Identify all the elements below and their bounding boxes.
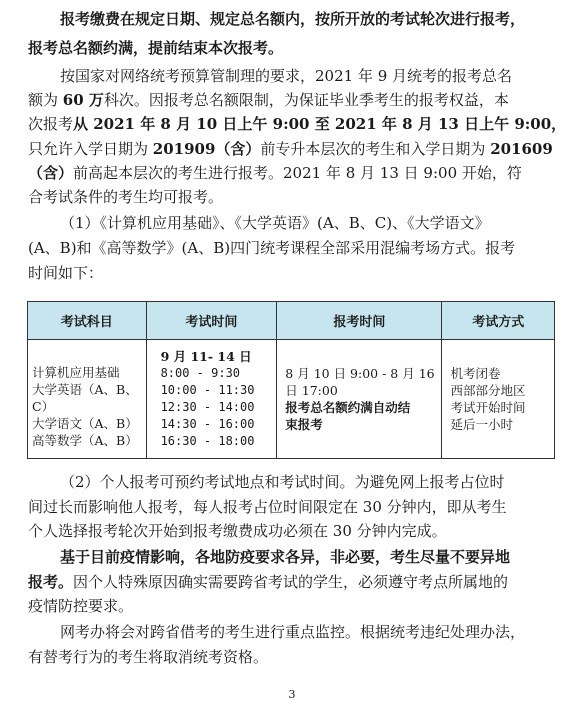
- subject-item: 高等数学（A、B）: [32, 432, 138, 448]
- exam-slot: 8:00 - 9:30: [160, 366, 241, 380]
- reg-time-line: 8 月 10 日 9:00 - 8 月 16: [285, 366, 435, 381]
- p2-line-1: （1）《计算机应用基础》、《大学英语》(A、B、C)、《大学语文》: [60, 214, 490, 232]
- p5-line-2: 有替考行为的考生将取消统考资格。: [28, 648, 269, 666]
- p5-line-1: 网考办将会对跨省借考的考生进行重点监控。根据统考违纪处理办法，: [60, 623, 526, 641]
- p1-line-2: 额为 60 万科次。因报考总名额限制，为保证毕业季考生的报考权益，本: [28, 91, 509, 109]
- page-number: 3: [288, 688, 296, 701]
- subject-item: 大学语文（A、B）: [32, 415, 138, 431]
- p1-line-3: 次报考从 2021 年 8 月 10 日上午 9:00 至 2021 年 8 月 13 日上午 9:00，: [28, 115, 567, 133]
- exam-slot: 16:30 - 18:00: [160, 434, 255, 448]
- p2-line-2: (A、B)和《高等数学》(A、B)四门统考课程全部采用混编考场方式。报考: [28, 239, 516, 257]
- p4-line-3: 疫情防控要求。: [28, 597, 134, 615]
- exam-slot: 12:30 - 14:00: [160, 400, 255, 414]
- p1-line-4: 只允许入学日期为 201909（含）前专升本层次的考生和入学日期为 201609: [28, 140, 553, 158]
- subject-item: 计算机应用基础: [32, 364, 120, 380]
- reg-note-line: 束报考: [285, 417, 323, 432]
- header-exam-mode: 考试方式: [442, 302, 555, 340]
- header-subject: 考试科目: [28, 302, 147, 340]
- p3-line-3: 个人选择报考轮次开始到报考缴费成功必须在 30 分钟内完成。: [28, 522, 447, 540]
- p4-line-1: 基于目前疫情影响，各地防疫要求各异，非必要，考生尽量不要异地: [60, 548, 511, 566]
- top-line-2: 报考总名额约满，提前结束本次报考。: [28, 39, 284, 57]
- p3-line-1: （2）个人报考可预约考试地点和考试时间。为避免网上报考占位时: [60, 473, 505, 491]
- table-row: [28, 340, 555, 459]
- table-header-row: [28, 302, 555, 340]
- mode-line: 延后一小时: [450, 417, 513, 432]
- reg-time-line: 日 17:00: [285, 383, 338, 398]
- exam-slot: 14:30 - 16:00: [160, 417, 255, 431]
- p1-line-6: 合考试条件的考生均可报考。: [28, 188, 224, 206]
- cell-reg-time: [277, 340, 442, 459]
- cell-subjects: [28, 340, 147, 459]
- exam-slot: 10:00 - 11:30: [160, 383, 255, 397]
- top-line-1: 报考缴费在规定日期、规定总名额内，按所开放的考试轮次进行报考，: [60, 10, 526, 28]
- mode-line: 西部部分地区: [450, 383, 526, 398]
- exam-schedule-table: [27, 301, 555, 459]
- mode-line: 机考闭卷: [450, 366, 501, 381]
- p2-line-3: 时间如下：: [28, 264, 104, 282]
- cell-exam-mode: [442, 340, 555, 459]
- header-reg-time: 报考时间: [277, 302, 442, 340]
- exam-date: 9 月 11- 14 日: [160, 349, 252, 364]
- p3-line-2: 间过长而影响他人报考，每人报考占位时间限定在 30 分钟内，即从考生: [28, 498, 507, 516]
- reg-note-line: 报考总名额约满自动结: [285, 400, 411, 415]
- mode-line: 考试开始时间: [450, 400, 526, 415]
- p1-line-1: 按国家对网络统考预算管制理的要求，2021 年 9 月统考的报考总名: [60, 67, 513, 85]
- cell-exam-time: [146, 340, 277, 459]
- p4-line-2: 报考。因个人特殊原因确实需要跨省考试的学生，必须遵守考点所属地的: [28, 573, 509, 591]
- header-exam-time: 考试时间: [146, 302, 277, 340]
- p1-line-5: （含）前高起本层次的考生进行报考。2021 年 8 月 13 日 9:00 开始，符: [28, 164, 522, 182]
- subject-item: 大学英语（A、B、C）: [32, 381, 138, 414]
